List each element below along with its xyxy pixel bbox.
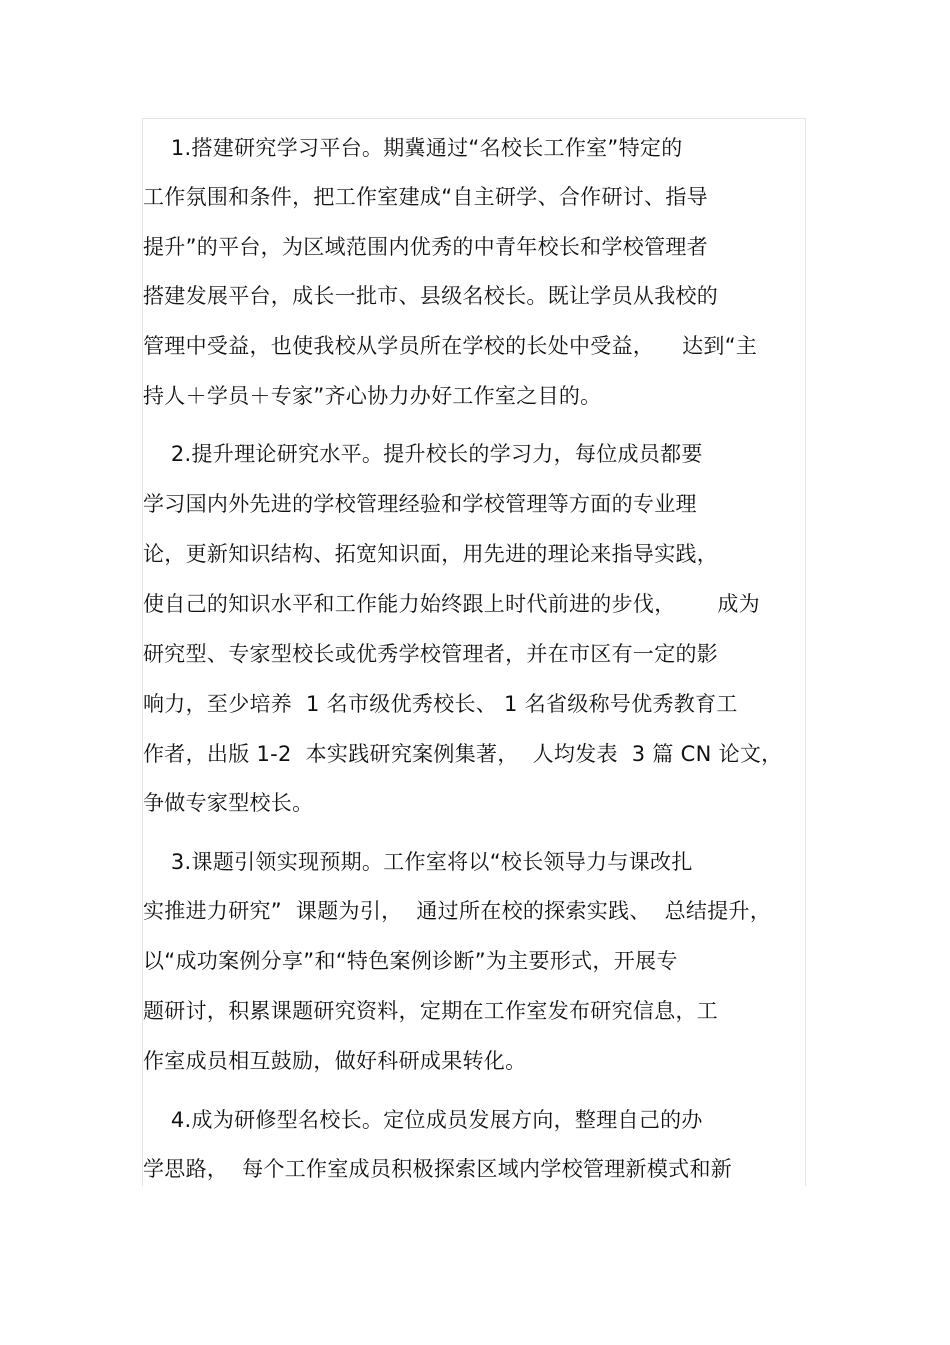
text-line: 搭建发展平台，成长一批市、县级名校长。既让学员从我校的	[143, 284, 719, 308]
text-line: 管理中受益，也使我校从学员所在学校的长处中受益， 达到“主	[143, 334, 758, 358]
text-line: 工作氛围和条件，把工作室建成“自主研学、合作研讨、指导	[143, 185, 708, 209]
text-line: 4.成为研修型名校长。定位成员发展方向，整理自己的办	[143, 1108, 703, 1132]
text-line: 研究型、专家型校长或优秀学校管理者，并在市区有一定的影	[143, 642, 719, 666]
text-line: 2.提升理论研究水平。提升校长的学习力，每位成员都要	[143, 442, 703, 466]
text-line: 学思路， 每个工作室成员积极探索区域内学校管理新模式和新	[143, 1157, 733, 1181]
text-line: 学习国内外先进的学校管理经验和学校管理等方面的专业理	[143, 492, 697, 516]
text-line: 持人＋学员＋专家”齐心协力办好工作室之目的。	[143, 384, 602, 408]
text-line: 1.搭建研究学习平台。期冀通过“名校长工作室”特定的	[143, 136, 683, 160]
text-line: 论，更新知识结构、拓宽知识面，用先进的理论来指导实践，	[143, 542, 719, 566]
text-line: 题研讨，积累课题研究资料，定期在工作室发布研究信息，工	[143, 999, 719, 1023]
text-line: 实推进力研究” 课题为引， 通过所在校的探索实践、 总结提升，	[143, 899, 772, 923]
document-page	[142, 118, 806, 1186]
text-line: 提升”的平台，为区域范围内优秀的中青年校长和学校管理者	[143, 235, 708, 259]
text-line: 作室成员相互鼓励，做好科研成果转化。	[143, 1049, 527, 1073]
text-line: 争做专家型校长。	[143, 791, 314, 815]
text-line: 以“成功案例分享”和“特色案例诊断”为主要形式，开展专	[143, 949, 678, 973]
text-line: 响力，至少培养 1 名市级优秀校长、 1 名省级称号优秀教育工	[143, 692, 738, 716]
text-line: 3.课题引领实现预期。工作室将以“校长领导力与课改扎	[143, 850, 693, 874]
text-line: 作者，出版 1-2 本实践研究案例集著， 人均发表 3 篇 CN 论文，	[143, 742, 783, 766]
text-line: 使自己的知识水平和工作能力始终跟上时代前进的步伐， 成为	[143, 592, 760, 616]
